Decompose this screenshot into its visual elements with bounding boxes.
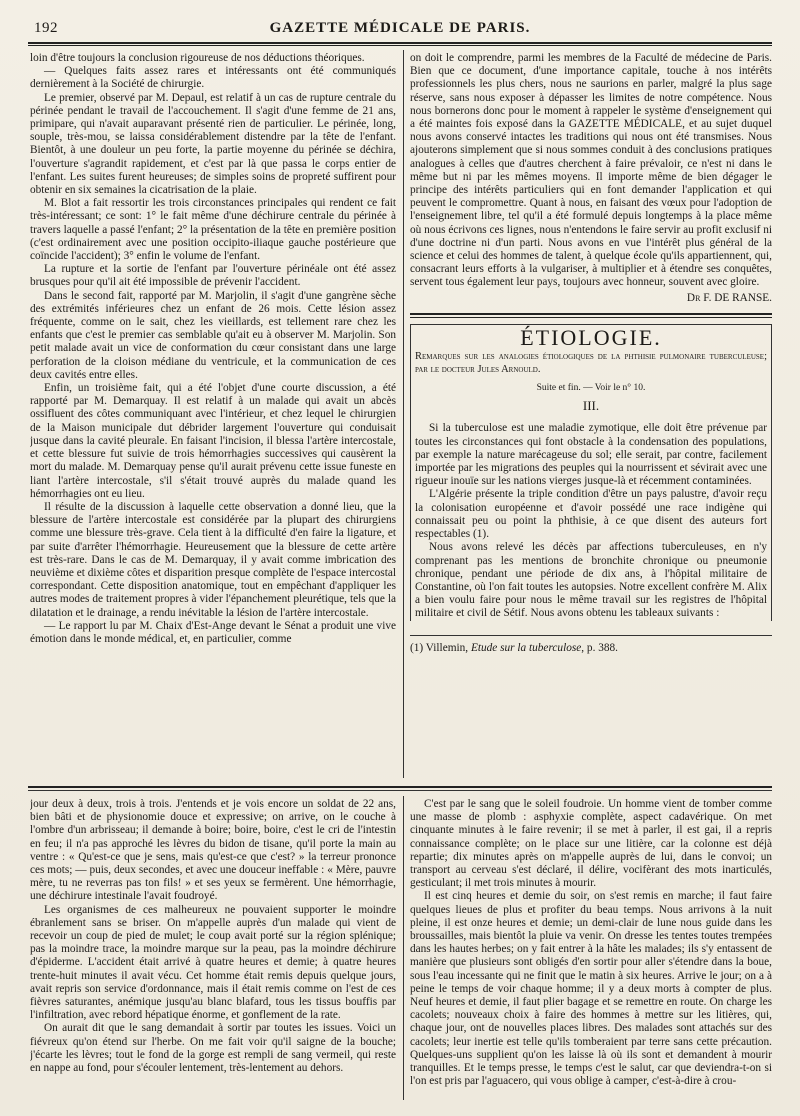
- paragraph: on doit le comprendre, parmi les membres de la Faculté de médecine de Paris. Bien que ce document, d'une importance capitale, touche à nos intérêts professionnels les plus chers, nous ne saurions en parler, malgré la plus sage réserve, sans nous exposer à dépasser les limites de notre compétence. Nous nous bornerons donc pour le moment à rappeler le système d'enseignement qui a été maintes fois exposé dans la GAZETTE MÉDICALE, et au sujet duquel nous avons conservé intactes les traditions qui nous ont été transmises. Nous ajouterons simplement que si nous sommes conduit à des conclusions pratiques analogues à celles que d'autres cherchent à faire prévaloir, ce n'est ni dans le même but ni par les mêmes moyens. Il importe même de bien dégager le principe des intérêts particuliers qui en font demander l'application et qui peuvent le compromettre. Quant à nous, en faisant des vœux pour l'adoption de l'enseignement libre, tel qu'il a été formulé depuis longtemps à la place même où nous écrivons ces lignes, nous n'entendons le faire servir au profit exclusif ni d'une doctrine ni d'un parti. Nous avons en vue l'intérêt plus général de la science et celui des hommes de talent, à quelque école qu'ils appartiennent, qui, consacrant leurs efforts à la vulgariser, à multiplier et à étendre ses conquêtes, servent tous également leur pays, toujours avec honneur, souvent avec gloire.: [410, 52, 772, 289]
- signature: Dr F. DE RANSE.: [686, 291, 772, 304]
- section-subtitle: Remarques sur les analogies étiologiques de la phthisie pulmonaire tuberculeuse; par le docteur Jules Arnould.: [415, 351, 767, 376]
- paragraph: Enfin, un troisième fait, qui a été l'objet d'une courte discussion, a été rapporté par M. Demarquay. Il est relatif à un malade qui avait un abcès ossifluent des côtes communiquant avec l'intérieur, et chez lequel le chirurgien de la Maison municipale dut débrider largement l'ouverture qui conduisait jusque dans la cavité pleurale. En faisant l'incision, il blessa l'artère intercostale, et cette blessure fut suivie de trois hémorrhagies successives qui causèrent la mort du malade. M. Demarquay pense qu'il aurait prévenu cette issue funeste en liant l'artère intercostale, s'il s'était trouvé auprès du malade quand les hémorrhagies ont eu lieu.: [30, 382, 396, 500]
- section-box: [410, 324, 772, 621]
- paragraph: C'est par le sang que le soleil foudroie. Un homme vient de tomber comme une masse de plomb : asphyxie complète, aspect cadavérique. On met cinquante minutes à le faire revenir; il se met à parler, il est gai, il a repris connaissance complète; on le place sur une litière, car la colonne est déjà repartie; dix minutes après on m'appelle auprès de lui, dans le convoi; un transport au cerveau s'est déclaré, il délire, vocifèrant des mots inarticulés, gesticulant; il met trois minutes à mourir.: [410, 798, 772, 890]
- paragraph: On aurait dit que le sang demandait à sortir par toutes les issues. Voici un fiévreux qu'on étend sur l'herbe. On me fait voir qu'il saigne de la bouche; j'écarte les lèvres; tout le fond de la gorge est rempli de sang vermeil, qui reste en nappe au fond, pour s'écouler lentement, très-lentement au dehors.: [30, 1022, 396, 1075]
- column-divider-top: [403, 50, 404, 778]
- footnote: (1) Villemin, Etude sur la tuberculose, p. 388.: [410, 641, 618, 654]
- part-number: III.: [582, 398, 600, 414]
- paragraph: Il résulte de la discussion à laquelle cette observation a donné lieu, que la blessure de l'artère intercostale est considérée par la plupart des chirurgiens comme une blessure très-grave. Cela tient à la difficulté d'en faire la ligature, et par suite d'arrêter l'hémorrhagie. Heureusement que la blessure de cette artère est très-rare. Dans le cas de M. Demarquay, il y avait comme imbrication des neuvième et dixième côtes et disparition presque complète de l'espace intercostal correspondant. Cette disposition anatomique, tout en empêchant d'appliquer les autres modes de traitement propres à vider l'épanchement pleurétique, tels que la dilatation et le drainage, a rendu inévitable la lésion de l'artère intercostale.: [30, 500, 396, 619]
- fold-rule: [28, 786, 772, 788]
- paragraph: — Quelques faits assez rares et intéressants ont été communiqués dernièrement à la Société de chirurgie.: [30, 65, 396, 91]
- paragraph: loin d'être toujours la conclusion rigoureuse de nos déductions théoriques.: [30, 52, 365, 64]
- column-right-bottom: [410, 798, 772, 1102]
- section-title: ÉTIOLOGIE.: [520, 324, 662, 350]
- footnote-rule: [410, 635, 772, 636]
- continued-note: Suite et fin. — Voir le n° 10.: [536, 383, 646, 394]
- paragraph: Dans le second fait, rapporté par M. Marjolin, il s'agit d'une gangrène sèche des extrémités inférieures chez un enfant de 26 mois. Cette lésion assez fréquente, comme on le sait, chez les vieillards, est tellement rare chez les enfants que c'est le premier cas semblable qu'ait eu à observer M. Marjolin. Son petit malade avait un vice de conformation du cœur consistant dans une large perforation de la cloison médiane du ventricule, et la communication de ces deux cavités entre elles.: [30, 289, 396, 381]
- column-divider-bottom: [403, 796, 404, 1100]
- header-rule-thin: [28, 45, 772, 46]
- paragraph: Le premier, observé par M. Depaul, est relatif à un cas de rupture centrale du périnée pendant le travail de l'accouchement. Il s'agit d'une femme de 21 ans, primipare, qui n'avait auparavant présenté rien de particulier. Le périnée, long, souple, très-mou, se laissa considérablement distendre par la tête de l'enfant. Bientôt, à une douleur un peu forte, la partie moyenne du périnée se déchira, l'ouverture s'agrandit rapidement, et c'est par là que passa le corps entier de l'enfant. Les suites furent heureuses; de simples soins de propreté suffirent pour obtenir en six semaines la cicatrisation de la plaie.: [30, 91, 396, 197]
- article-enseignement: [410, 52, 772, 290]
- section-rule-thin: [410, 317, 772, 318]
- etiologie-body: [415, 422, 767, 620]
- fold-rule-thin: [28, 790, 772, 791]
- header-rule: [28, 42, 772, 44]
- page-header: [28, 18, 772, 40]
- journal-title: GAZETTE MÉDICALE DE PARIS.: [269, 20, 531, 36]
- paragraph: M. Blot a fait ressortir les trois circonstances principales qui rendent ce fait très-intéressant; ce sont: 1° le fait même d'une déchirure centrale du périnée à travers laquelle a passé l'enfant; 2° la présentation de la tête en première position (c'est ordinairement avec une position occipito-iliaque gauche postérieure que coïncide l'accident); 3° enfin le volume de l'enfant.: [30, 197, 396, 263]
- paragraph: Les organismes de ces malheureux ne pouvaient supporter le moindre ébranlement sans se briser. On m'appelle auprès d'un malade qui vient de recevoir un coup de pied de mulet; le coup avait porté sur la région splénique; pas la moindre trace, la moindre marque sur la peau, pas la moindre déchirure d'épiderme. L'accident était arrivé à quatre heures et demie; à quatre heures trente-huit minutes il avait vécu. Cet homme était remis depuis quelque jours, avait repris son service d'ordonnance, mais il était remis comme on l'est de ces fièvres saturantes, anémique jusqu'au blanc blafard, tous les tissus bouffis par l'infiltration, avec rebord hépatique énorme, et gonflement de la rate.: [30, 903, 396, 1022]
- page-number: 192: [34, 20, 58, 36]
- paragraph: jour deux à deux, trois à trois. J'entends et je vois encore un soldat de 22 ans, bien bâti et de physionomie douce et expressive; on arrive, on le couche à l'ombre d'un arbrisseau; il demande à boire; boire, boire, c'est le cri de l'intestin en feu; il n'a pas approché les lèvres du bidon de tisane, qu'il porte la main au ventre : « Qu'est-ce que je sens, mais qu'est-ce que c'est? » la terreur prononce ces mots; — puis, deux secondes, et avec une douceur ineffable : « Mère, pauvre mère, tu ne reverras pas ton fils! » et ses yeux se fermèrent. Une hémorrhagie, une déchirure intestinale l'avait foudroyé.: [30, 798, 396, 903]
- paragraph: L'Algérie présente la triple condition d'être un pays palustre, d'avoir reçu la colonisation européenne et d'avoir possédé une race indigène qui connaissait peu ou point la phthisie, à ce que disent des auteurs fort respectables (1).: [415, 488, 767, 541]
- paragraph: — Le rapport lu par M. Chaix d'Est-Ange devant le Sénat a produit une vive émotion dans le monde médical, et, en particulier, comme: [30, 619, 396, 645]
- column-left-top: [30, 52, 396, 770]
- column-left-bottom: [30, 798, 396, 1098]
- paragraph: Il est cinq heures et demie du soir, on s'est remis en marche; il faut faire quelques lieues de plus et profiter du beau temps. Nous arrivons à la nuit pleine, il est onze heures et demie; un demi-clair de lune nous guide dans les broussailles, mais bientôt la pluie va venir. On dresse les tentes toutes trempées dans les hautes herbes; on y fait entrer à la hâte les malades; ils s'y entassent de manière que plusieurs sont obligés d'en sortir pour aller s'étendre dans la boue, sous l'eau incessante qui ne finit que le matin à six heures. Arrive le jour; on a à peine le temps de voir chaque homme; il y a deux morts à compter de plus. Neuf heures et demie, il faut plier bagage et se remettre en route. On charge les cacolets; nouveaux choix à faire des hommes à mettre sur les litières, qui, chaque jour, ont de nouvelles places libres. Des malades sont attachés sur des cacolets; leur inertie est telle qu'ils tomberaient par terre sans cette précaution. Quelques-uns supplient qu'on les laisse là où ils sont et demandent à mourir tranquilles. Et le temps presse, le temps c'est le salut, car que deviendra-t-on si l'on est pris par l'aguacero, qui vous oblige à camper, c'est-à-dire à crou-: [410, 890, 772, 1088]
- paragraph: Nous avons relevé les décès par affections tuberculeuses, en n'y comprenant pas les mentions de bronchite chronique ou pneumonie chronique, pendant une période de dix ans, à l'hôpital militaire de Constantine, où l'on fait toutes les autopsies. Notre excellent confrère M. Alix a bien voulu faire pour nous le même travail sur les registres de l'hôpital militaire et civil de Sétif. Nous avons obtenu les tableaux suivants :: [415, 541, 767, 620]
- paragraph: La rupture et la sortie de l'enfant par l'ouverture périnéale ont été assez brusques pour qu'il ait été impossible de prévenir l'accident.: [30, 263, 396, 289]
- section-rule: [410, 313, 772, 315]
- paragraph: Si la tuberculose est une maladie zymotique, elle doit être prévenue par toutes les circonstances qui font obstacle à la condensation des populations, par exemple la nature marécageuse du sol; elle serait, par contre, facilement importée par les migrations des peuples qui la nourrissent et sévirait avec une rigueur inouïe sur les nations vierges jusque-là et récemment contaminées.: [415, 422, 767, 488]
- column-right-top: [410, 52, 772, 780]
